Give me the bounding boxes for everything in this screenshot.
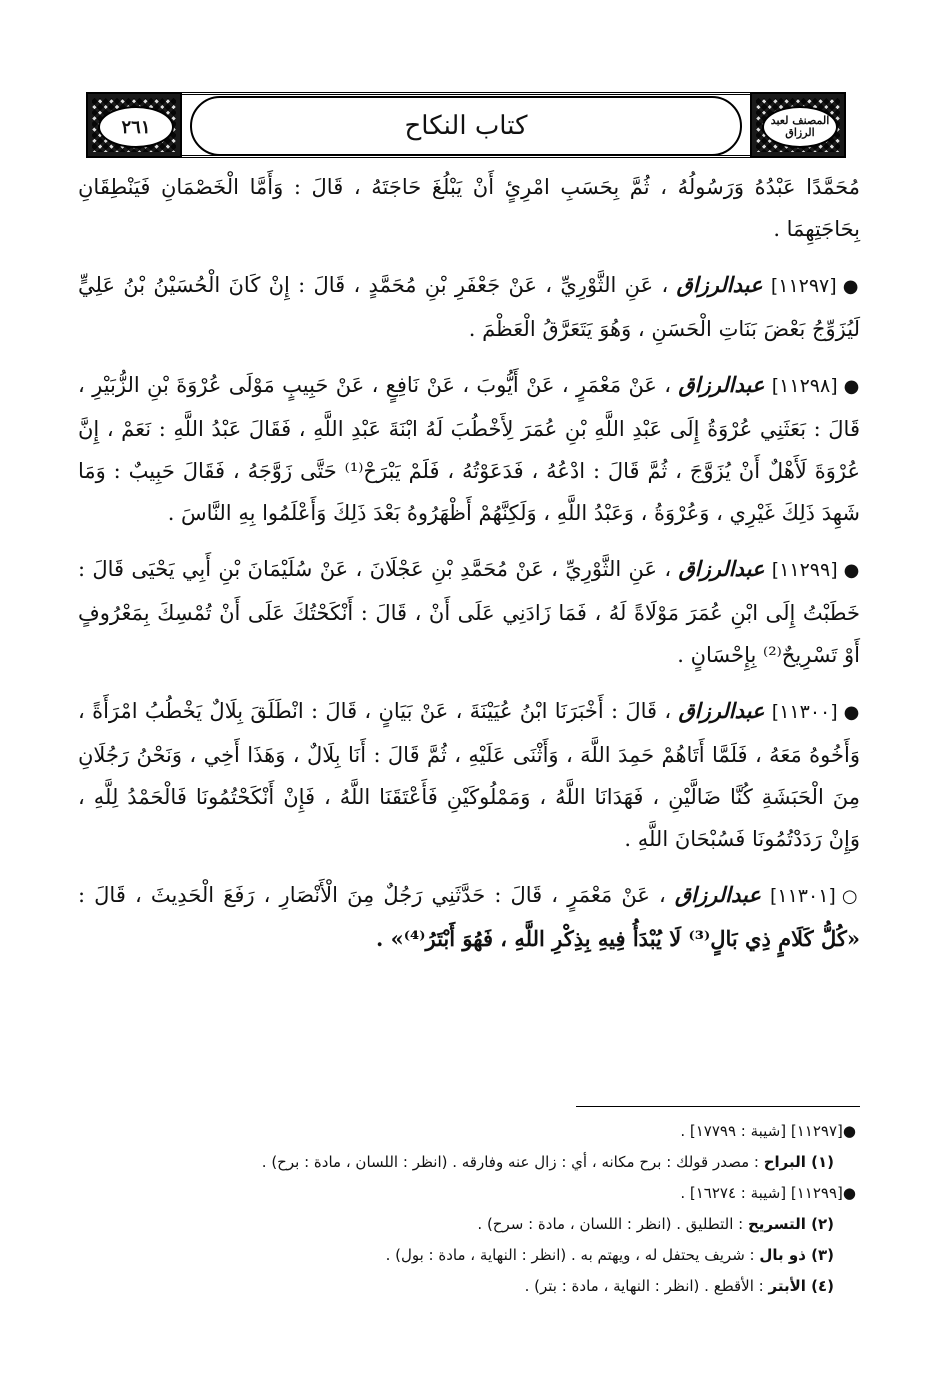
footnote-label: (٢) التسريح [747,1215,834,1233]
hadith-number: [١١٣٠٠] [771,701,838,723]
footnote-3 [78,1240,860,1271]
hadith-11298 [78,364,860,534]
footnote-1 [78,1147,860,1178]
hadith-number: [١١٢٩٨] [771,375,838,397]
footnote-text: : الأقطع . (انظر : النهاية ، مادة : بتر) . [524,1277,764,1295]
footnote-separator [576,1106,860,1107]
logo-panel [750,92,846,158]
bullet-icon: ● [843,560,860,581]
footnote-text: : شريف يحتفل له ، ويهتم به . (انظر : النهاية ، مادة : بول) . [385,1246,755,1264]
footnote-text: [١١٢٩٩] [شيبة : ١٦٢٧٤] . [680,1184,843,1202]
hadith-number: [١١٢٩٧] [770,275,837,297]
hadith-number: [١١٢٩٩] [771,559,838,581]
paragraph [78,166,860,250]
bullet-icon: ● [842,276,861,297]
footnote-label: (٣) ذو بال [759,1246,834,1264]
main-text [78,166,860,974]
hadith-11300 [78,690,860,860]
hadith-text: ، عَنِ الثَّوْرِيِّ ، عَنْ مُحَمَّدِ بْنِ عَجْلَانَ ، عَنْ سُلَيْمَانَ بْنِ أَبِي يَحْيَى قَالَ : خَطَبْتُ إِلَى ابْنِ عُمَرَ مَوْلَاةً لَهُ ، فَمَا زَادَنِي عَلَى أَنْ ، قَالَ : أَنْكَحْتُكَ عَلَى أَنْ تُمْسِكَ بِمَعْرُوفٍ أَوْ تَسْرِيحٌ⁽²⁾ بِإِحْسَانٍ . [78,557,860,667]
bullet-icon: ● [842,1184,856,1202]
footnote-text: : التطليق . (انظر : اللسان ، مادة : سرح) . [477,1215,744,1233]
page-number-panel [86,92,182,158]
hadith-text: ، عَنْ مَعْمَرٍ ، قَالَ : حَدَّثَنِي رَجُلٌ مِنَ الْأَنْصَارِ ، رَفَعَ الْحَدِيثَ ، قَالَ : [78,883,666,907]
footnote-text: : مصدر قولك : برح مكانه ، أي : زال عنه وفارقه . (انظر : اللسان ، مادة : برح) . [261,1153,759,1171]
chapter-title: كتاب النكاح [190,96,742,156]
prophetic-quote: «كُلُّ كَلَامٍ ذِي بَالٍ⁽³⁾ لَا يُبْدَأُ فِيهِ بِذِكْرِ اللَّهِ ، فَهُوَ أَبْتَرُ⁽⁴⁾» . [376,926,860,951]
page-number: ٢٦١ [98,106,174,148]
bullet-icon: ● [843,702,860,723]
narrator-name: عبدالرزاق [678,372,765,397]
footnotes [78,1116,860,1302]
hadith-number: [١١٣٠١] [769,885,836,907]
header-rule-top [182,92,750,95]
narrator-name: عبدالرزاق [674,882,761,907]
book-logo: المصنف لعبد الرزاق [762,106,838,148]
narrator-name: عبدالرزاق [678,556,765,581]
hadith-11299 [78,548,860,676]
footnote-source [78,1178,860,1209]
hadith-11297 [78,264,860,350]
footnote-4 [78,1271,860,1302]
page-header [86,92,846,158]
footnote-2 [78,1209,860,1240]
bullet-icon: ● [843,376,860,397]
footnote-text: [١١٢٩٧] [شيبة : ١٧٧٩٩] . [680,1122,843,1140]
narrator-name: عبدالرزاق [678,698,765,723]
hadith-text: ، عَنِ الثَّوْرِيِّ ، عَنْ جَعْفَرِ بْنِ مُحَمَّدٍ ، قَالَ : إِنْ كَانَ الْحُسَيْنُ بْنُ عَلِيٍّ لَيُزَوِّجُ بَعْضَ بَنَاتِ الْحَسَنِ ، وَهُوَ يَتَعَرَّقُ الْعَظْمَ . [78,273,860,341]
bullet-icon: ● [842,1122,856,1140]
footnote-label: (٤) الأبتر [768,1277,834,1295]
hadith-11301 [78,874,860,960]
paragraph-text: مُحَمَّدًا عَبْدُهُ وَرَسُولُهُ ، ثُمَّ بِحَسَبِ امْرِئٍ أَنْ يَبْلُغَ حَاجَتَهُ ، قَالَ : وَأَمَّا الْخَصْمَانِ فَيَنْطِقَانِ بِحَاجَتِهِمَا . [78,175,860,241]
hadith-text: ، قَالَ : أَخْبَرَنَا ابْنُ عُيَيْنَةَ ، عَنْ بَيَانٍ ، قَالَ : انْطَلَقَ بِلَالٌ يَخْطُبُ امْرَأَةً ، وَأَخُوهُ مَعَهُ ، فَلَمَّا أَتَاهُمْ حَمِدَ اللَّهَ ، وَأَثْنَى عَلَيْهِ ، ثُمَّ قَالَ : أَنَا بِلَالٌ ، وَهَذَا أَخِي ، وَنَحْنُ رَجُلَانِ مِنَ الْحَبَشَةِ كُنَّا ضَالَّيْنِ ، فَهَدَانَا اللَّهُ ، وَمَمْلُوكَيْنِ فَأَعْتَقَنَا اللَّهُ ، فَإِنْ أَنْكَحْتُمُونَا فَالْحَمْدُ لِلَّهِ ، وَإِنْ رَدَدْتُمُونَا فَسُبْحَانَ اللَّهِ . [78,699,860,851]
footnote-label: (١) البراح [763,1153,834,1171]
narrator-name: عبدالرزاق [676,272,763,297]
hadith-text: ، عَنْ مَعْمَرٍ ، عَنْ أَيُّوبَ ، عَنْ نَافِعٍ ، عَنْ حَبِيبٍ مَوْلَى عُرْوَةَ بْنِ الزُّبَيْرِ ، قَالَ : بَعَثَنِي عُرْوَةُ إِلَى عَبْدِ اللَّهِ بْنِ عُمَرَ لِأَخْطُبَ لَهُ ابْنَةَ عَبْدِ اللَّهِ ، فَقَالَ عَبْدُ اللَّهِ : نَعَمْ ، إِنَّ عُرْوَةَ لَأَهْلٌ أَنْ يُزَوَّجَ ، ثُمَّ قَالَ : ادْعُهُ ، فَدَعَوْتُهُ ، فَلَمْ يَبْرَحْ⁽¹⁾ حَتَّى زَوَّجَهُ ، فَقَالَ حَبِيبٌ : وَمَا شَهِدَ ذَلِكَ غَيْرِي ، وَعُرْوَةُ ، وَعَبْدُ اللَّهِ ، وَلَكِنَّهُمْ أَظْهَرُوهُ بَعْدَ ذَلِكَ وَأَعْلَمُوا بِهِ النَّاسَ . [78,373,860,525]
circle-icon: ○ [841,886,860,907]
footnote-source [78,1116,860,1147]
